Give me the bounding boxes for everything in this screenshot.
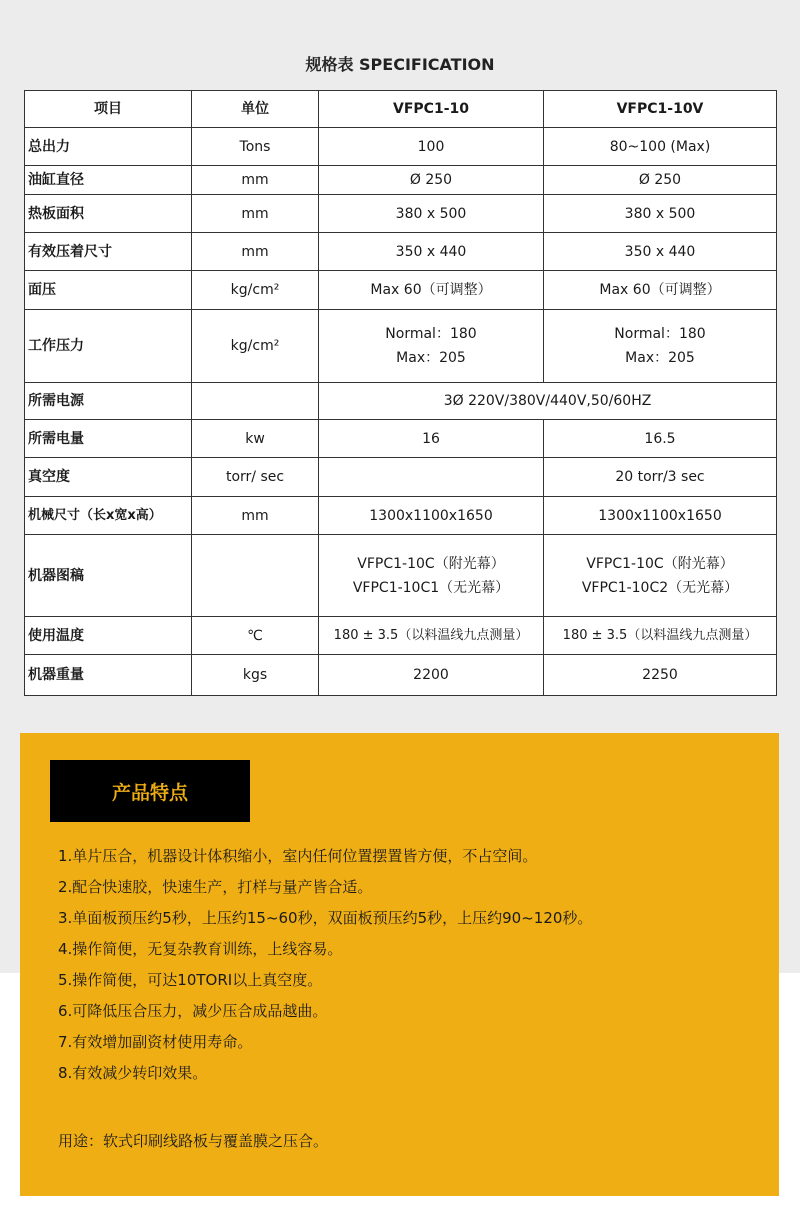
row-unit xyxy=(192,535,319,617)
row-value-b: 16.5 xyxy=(544,420,777,458)
table-row xyxy=(25,655,777,696)
row-unit: ℃ xyxy=(192,617,319,655)
value-line: Normal：180 xyxy=(614,326,706,342)
row-value-b: 380 x 500 xyxy=(544,195,777,233)
row-label: 真空度 xyxy=(25,458,192,497)
table-header-row xyxy=(25,91,777,128)
row-value-a: 350 x 440 xyxy=(319,233,544,271)
row-unit: kg/cm² xyxy=(192,310,319,383)
row-value-a: 16 xyxy=(319,420,544,458)
list-item: 4.操作简便，无复杂教育训练，上线容易。 xyxy=(58,940,343,958)
row-unit: Tons xyxy=(192,128,319,166)
row-label: 机械尺寸（长x宽x高） xyxy=(25,497,192,535)
table-row xyxy=(25,420,777,458)
row-value-a xyxy=(319,310,544,383)
row-value-a: Max 60（可调整） xyxy=(319,271,544,310)
row-value-b: 2250 xyxy=(544,655,777,696)
row-value-merged: 3Ø 220V/380V/440V,50/60HZ xyxy=(319,383,777,420)
spec-table xyxy=(24,90,777,696)
row-value-b: Max 60（可调整） xyxy=(544,271,777,310)
table-row xyxy=(25,128,777,166)
header-unit: 单位 xyxy=(192,91,319,128)
row-label: 机器重量 xyxy=(25,655,192,696)
value-line: VFPC1-10C1（无光幕） xyxy=(352,579,510,596)
list-item: 7.有效增加副资材使用寿命。 xyxy=(58,1033,253,1051)
row-label: 所需电源 xyxy=(25,383,192,420)
usage-text: 用途：软式印刷线路板与覆盖膜之压合。 xyxy=(58,1132,329,1150)
row-unit xyxy=(192,383,319,420)
table-row xyxy=(25,166,777,195)
row-unit: torr/ sec xyxy=(192,458,319,497)
row-unit: kw xyxy=(192,420,319,458)
row-value-b: 80~100 (Max) xyxy=(544,128,777,166)
list-item: 6.可降低压合压力，减少压合成品越曲。 xyxy=(58,1002,328,1020)
table-row xyxy=(25,271,777,310)
row-unit: mm xyxy=(192,195,319,233)
row-label: 总出力 xyxy=(25,128,192,166)
table-row xyxy=(25,233,777,271)
row-value-b: Ø 250 xyxy=(544,166,777,195)
list-item: 8.有效减少转印效果。 xyxy=(58,1064,208,1082)
row-value-a: 100 xyxy=(319,128,544,166)
list-item: 3.单面板预压约5秒，上压约15~60秒，双面板预压约5秒，上压约90~120秒。 xyxy=(58,909,593,927)
row-value-b: 20 torr/3 sec xyxy=(544,458,777,497)
row-unit: mm xyxy=(192,166,319,195)
features-card xyxy=(20,733,779,1196)
row-value-a xyxy=(319,535,544,617)
value-line: Max：205 xyxy=(625,350,695,366)
table-row xyxy=(25,383,777,420)
value-line: VFPC1-10C2（无光幕） xyxy=(581,579,739,596)
row-value-b xyxy=(544,310,777,383)
row-value-b xyxy=(544,535,777,617)
header-model-b: VFPC1-10V xyxy=(544,91,777,128)
row-label: 面压 xyxy=(25,271,192,310)
value-line: VFPC1-10C（附光幕） xyxy=(357,555,505,572)
row-unit: mm xyxy=(192,233,319,271)
row-label: 使用温度 xyxy=(25,617,192,655)
row-value-b: 180 ± 3.5（以料温线九点测量） xyxy=(544,617,777,655)
row-label: 油缸直径 xyxy=(25,166,192,195)
row-label: 所需电量 xyxy=(25,420,192,458)
header-item: 项目 xyxy=(25,91,192,128)
row-label: 有效压着尺寸 xyxy=(25,233,192,271)
table-row xyxy=(25,617,777,655)
features-list xyxy=(58,844,592,1092)
value-line: Normal：180 xyxy=(385,326,477,342)
row-value-a xyxy=(319,458,544,497)
table-row xyxy=(25,458,777,497)
row-value-a: 1300x1100x1650 xyxy=(319,497,544,535)
list-item: 2.配合快速胶，快速生产，打样与量产皆合适。 xyxy=(58,878,373,896)
row-unit: kg/cm² xyxy=(192,271,319,310)
row-value-b: 1300x1100x1650 xyxy=(544,497,777,535)
row-value-a: Ø 250 xyxy=(319,166,544,195)
row-label: 机器图稿 xyxy=(25,535,192,617)
row-value-a: 180 ± 3.5（以料温线九点测量） xyxy=(319,617,544,655)
table-row xyxy=(25,535,777,617)
list-item: 1.单片压合，机器设计体积缩小，室内任何位置摆置皆方便，不占空间。 xyxy=(58,847,538,865)
value-line: Max：205 xyxy=(396,350,466,366)
row-unit: mm xyxy=(192,497,319,535)
row-value-a: 380 x 500 xyxy=(319,195,544,233)
features-title: 产品特点 xyxy=(50,760,250,822)
table-row xyxy=(25,195,777,233)
row-label: 热板面积 xyxy=(25,195,192,233)
row-value-a: 2200 xyxy=(319,655,544,696)
row-label: 工作压力 xyxy=(25,310,192,383)
row-value-b: 350 x 440 xyxy=(544,233,777,271)
header-model-a: VFPC1-10 xyxy=(319,91,544,128)
table-row xyxy=(25,497,777,535)
spec-title: 规格表 SPECIFICATION xyxy=(305,55,495,74)
row-unit: kgs xyxy=(192,655,319,696)
list-item: 5.操作简便，可达10TORI以上真空度。 xyxy=(58,971,323,989)
value-line: VFPC1-10C（附光幕） xyxy=(586,555,734,572)
table-row xyxy=(25,310,777,383)
